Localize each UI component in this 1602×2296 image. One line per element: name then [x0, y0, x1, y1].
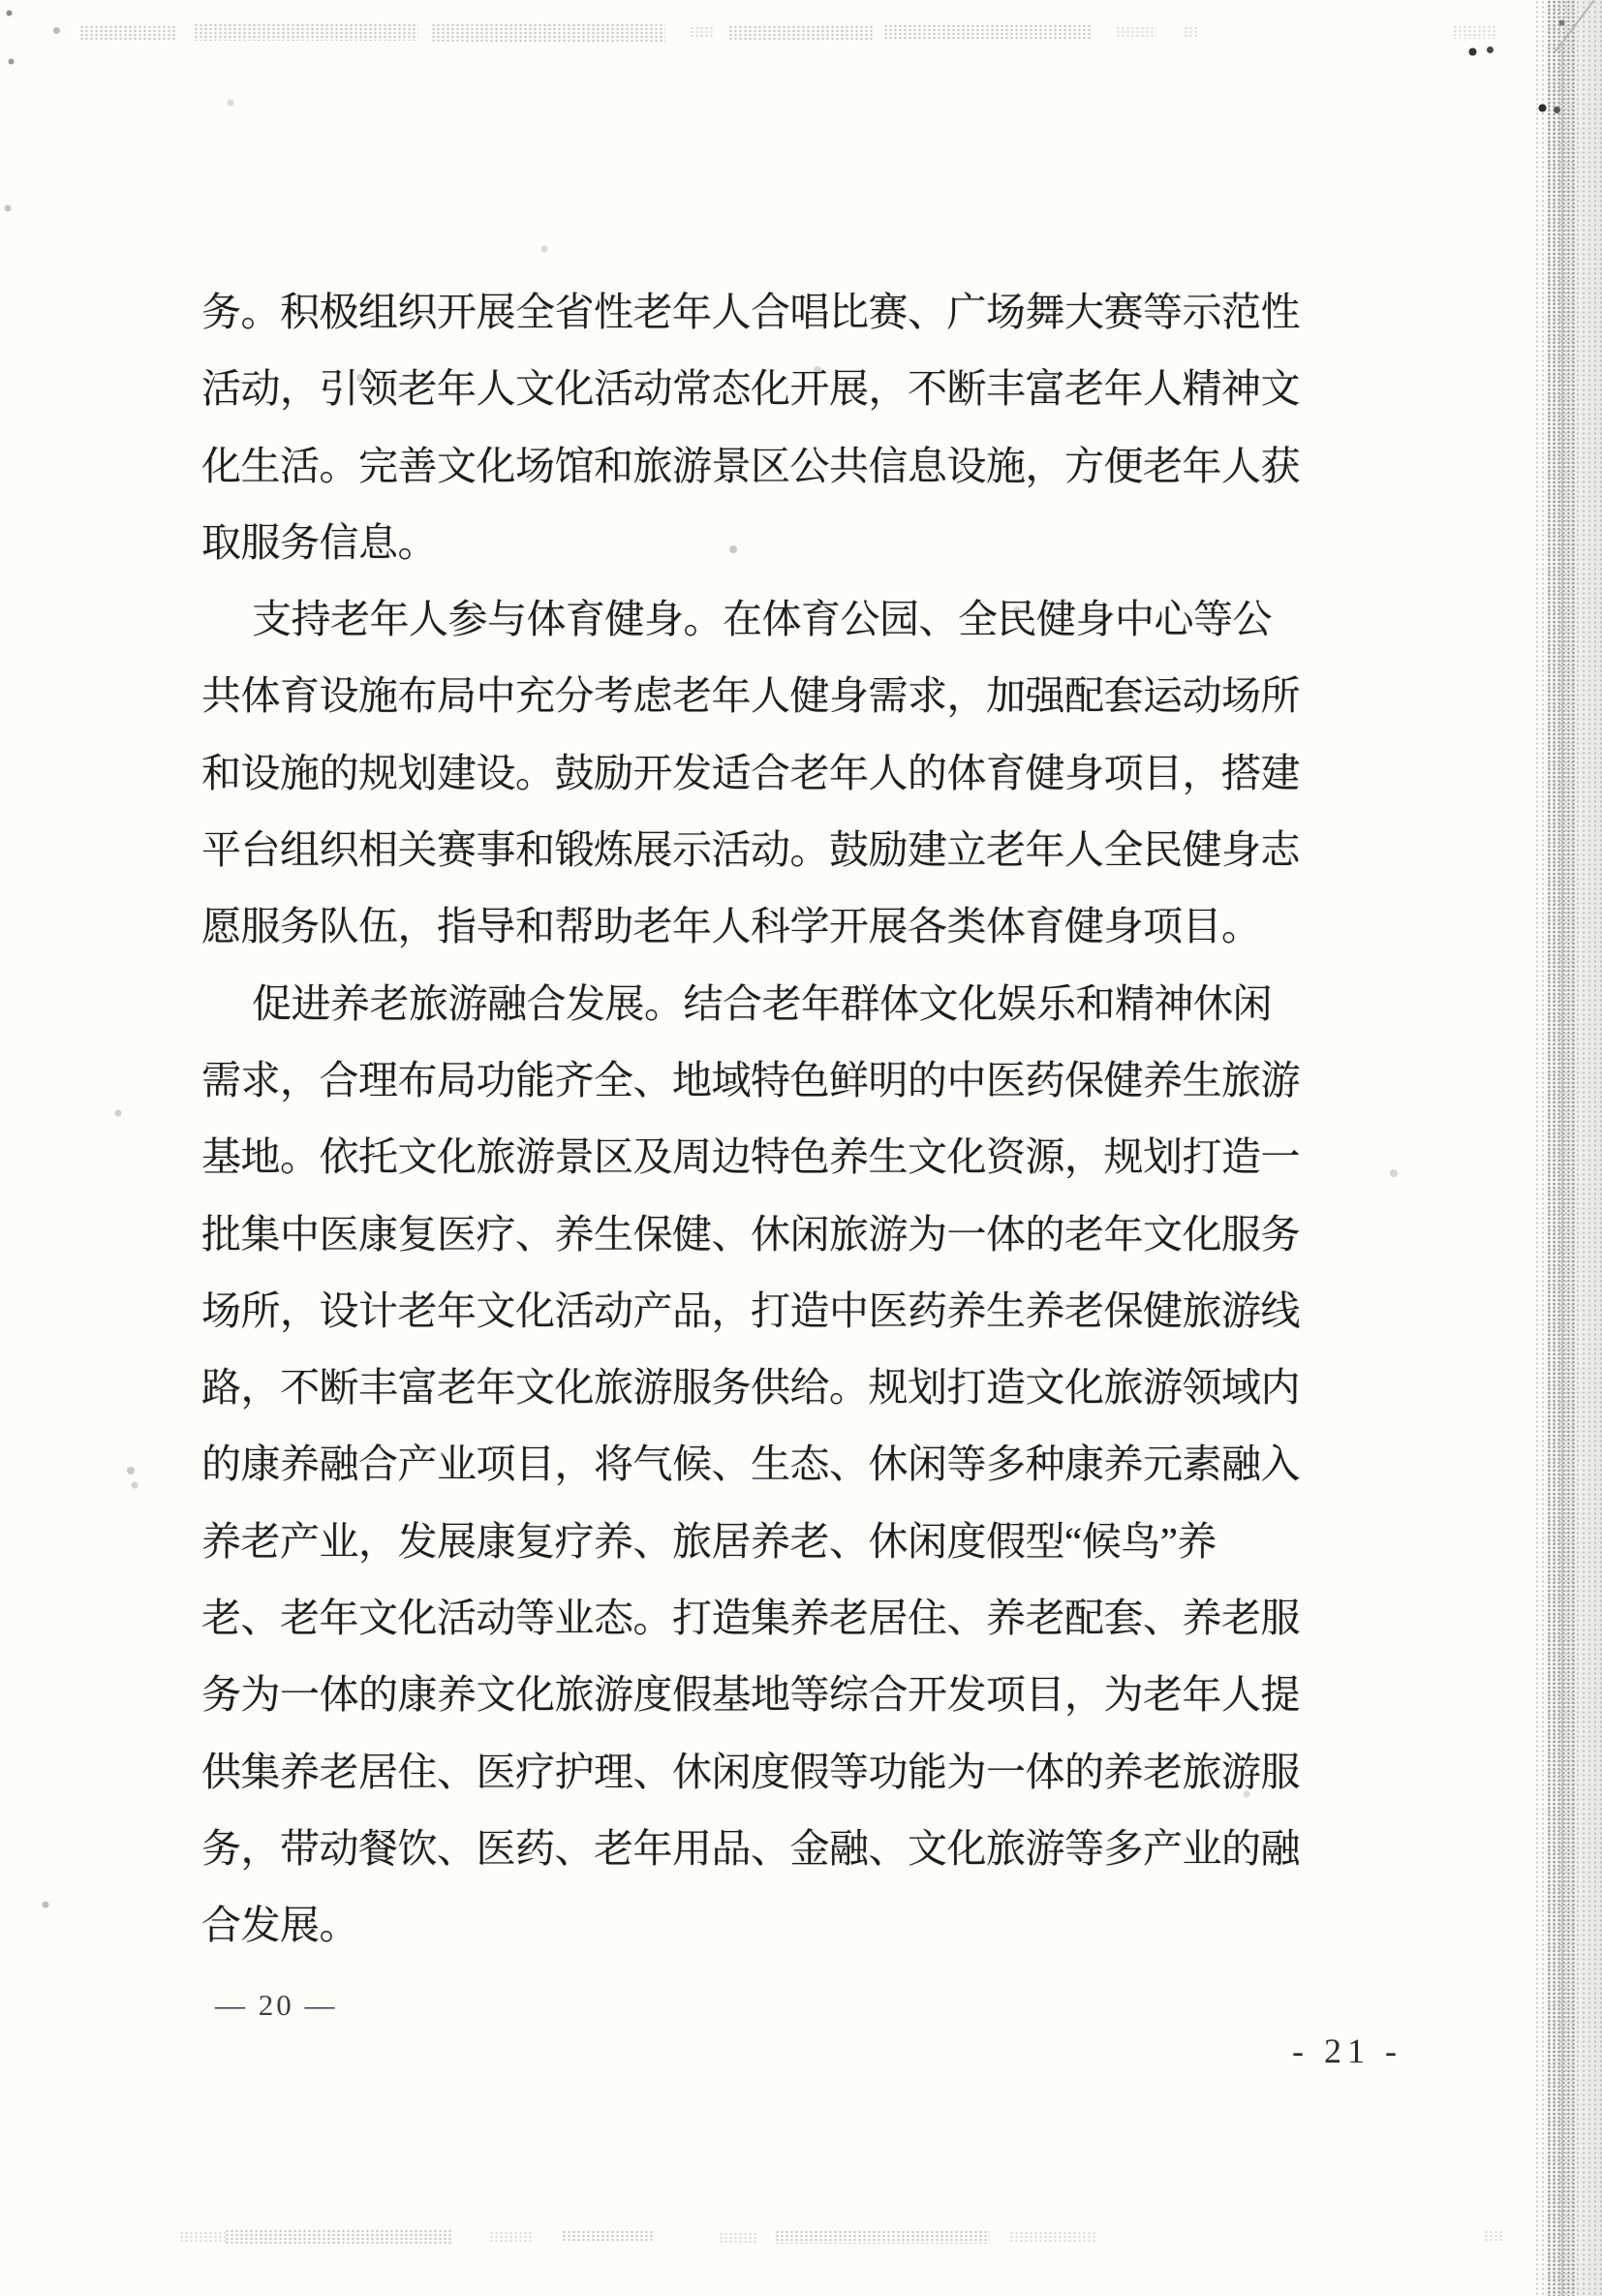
text-line-12: 基地。依托文化旅游景区及周边特色养生文化资源，规划打造一: [201, 1134, 1300, 1180]
scan-noise-top: [194, 23, 418, 41]
text-block: [201, 274, 1300, 1965]
text-line-20: 供集养老居住、医疗护理、休闲度假等功能为一体的养老旅游服: [201, 1749, 1300, 1794]
text-line-21: 务，带动餐饮、医药、老年用品、金融、文化旅游等多产业的融: [201, 1825, 1300, 1871]
scan-noise-bottom: [489, 2231, 532, 2243]
text-line-6: 共体育设施布局中充分考虑老年人健身需求，加强配套运动场所: [201, 673, 1300, 719]
scan-noise-bottom: [225, 2229, 453, 2244]
scan-noise-top: [1116, 26, 1156, 39]
scan-noise-bottom: [719, 2232, 757, 2243]
scan-noise-top: [79, 25, 176, 41]
scan-noise-bottom: [775, 2230, 990, 2244]
scan-noise-top: [690, 26, 715, 39]
text-line-18: 老、老年文化活动等业态。打造集养老居住、养老配套、养老服: [201, 1596, 1300, 1641]
scan-noise-top: [1453, 25, 1495, 39]
text-line-2: 活动，引领老年人文化活动常态化开展，不断丰富老年人精神文: [201, 366, 1300, 412]
page-number-left: — 20 —: [215, 1988, 338, 2022]
text-line-17: 养老产业，发展康复疗养、旅居养老、休闲度假型“候鸟”养: [201, 1518, 1217, 1564]
text-line-10: 促进养老旅游融合发展。结合老年群体文化娱乐和精神休闲: [252, 980, 1272, 1026]
text-line-22: 合发展。: [201, 1903, 358, 1948]
page-number-right: - 21 -: [1292, 2032, 1402, 2070]
scan-noise-bottom: [1484, 2230, 1503, 2242]
text-line-4: 取服务信息。: [201, 519, 437, 565]
text-line-5: 支持老年人参与体育健身。在体育公园、全民健身中心等公: [252, 597, 1272, 642]
scan-noise-top: [728, 25, 874, 41]
scan-noise-top: [1184, 26, 1199, 38]
text-line-16: 的康养融合产业项目，将气候、生态、休闲等多种康养元素融入: [201, 1442, 1300, 1487]
scan-noise-bottom: [179, 2231, 226, 2243]
scan-noise-bottom: [1009, 2231, 1096, 2243]
text-line-3: 化生活。完善文化场馆和旅游景区公共信息设施，方便老年人获: [201, 443, 1300, 488]
text-line-13: 批集中医康复医疗、养生保健、休闲旅游为一体的老年文化服务: [201, 1211, 1300, 1257]
text-line-7: 和设施的规划建设。鼓励开发适合老年人的体育健身项目，搭建: [201, 750, 1300, 795]
scan-noise-top: [883, 24, 1093, 41]
text-line-11: 需求，合理布局功能齐全、地域特色鲜明的中医药保健养生旅游: [201, 1057, 1300, 1102]
text-line-14: 场所，设计老年文化活动产品，打造中医药养生养老保健旅游线: [201, 1288, 1300, 1333]
text-line-15: 路，不断丰富老年文化旅游服务供给。规划打造文化旅游领域内: [201, 1365, 1300, 1411]
scan-noise-bottom: [562, 2230, 655, 2243]
text-line-19: 务为一体的康养文化旅游度假基地等综合开发项目，为老年人提: [201, 1672, 1300, 1718]
text-line-1: 务。积极组织开展全省性老年人合唱比赛、广场舞大赛等示范性: [201, 290, 1300, 334]
scan-dark-specks: [0, 0, 3, 3]
scan-noise-top: [431, 23, 665, 43]
page-edge-line: [1561, 45, 1563, 2296]
text-line-8: 平台组织相关赛事和锻炼展示活动。鼓励建立老年人全民健身志: [201, 827, 1300, 873]
text-line-9: 愿服务队伍，指导和帮助老年人科学开展各类体育健身项目。: [201, 904, 1261, 949]
